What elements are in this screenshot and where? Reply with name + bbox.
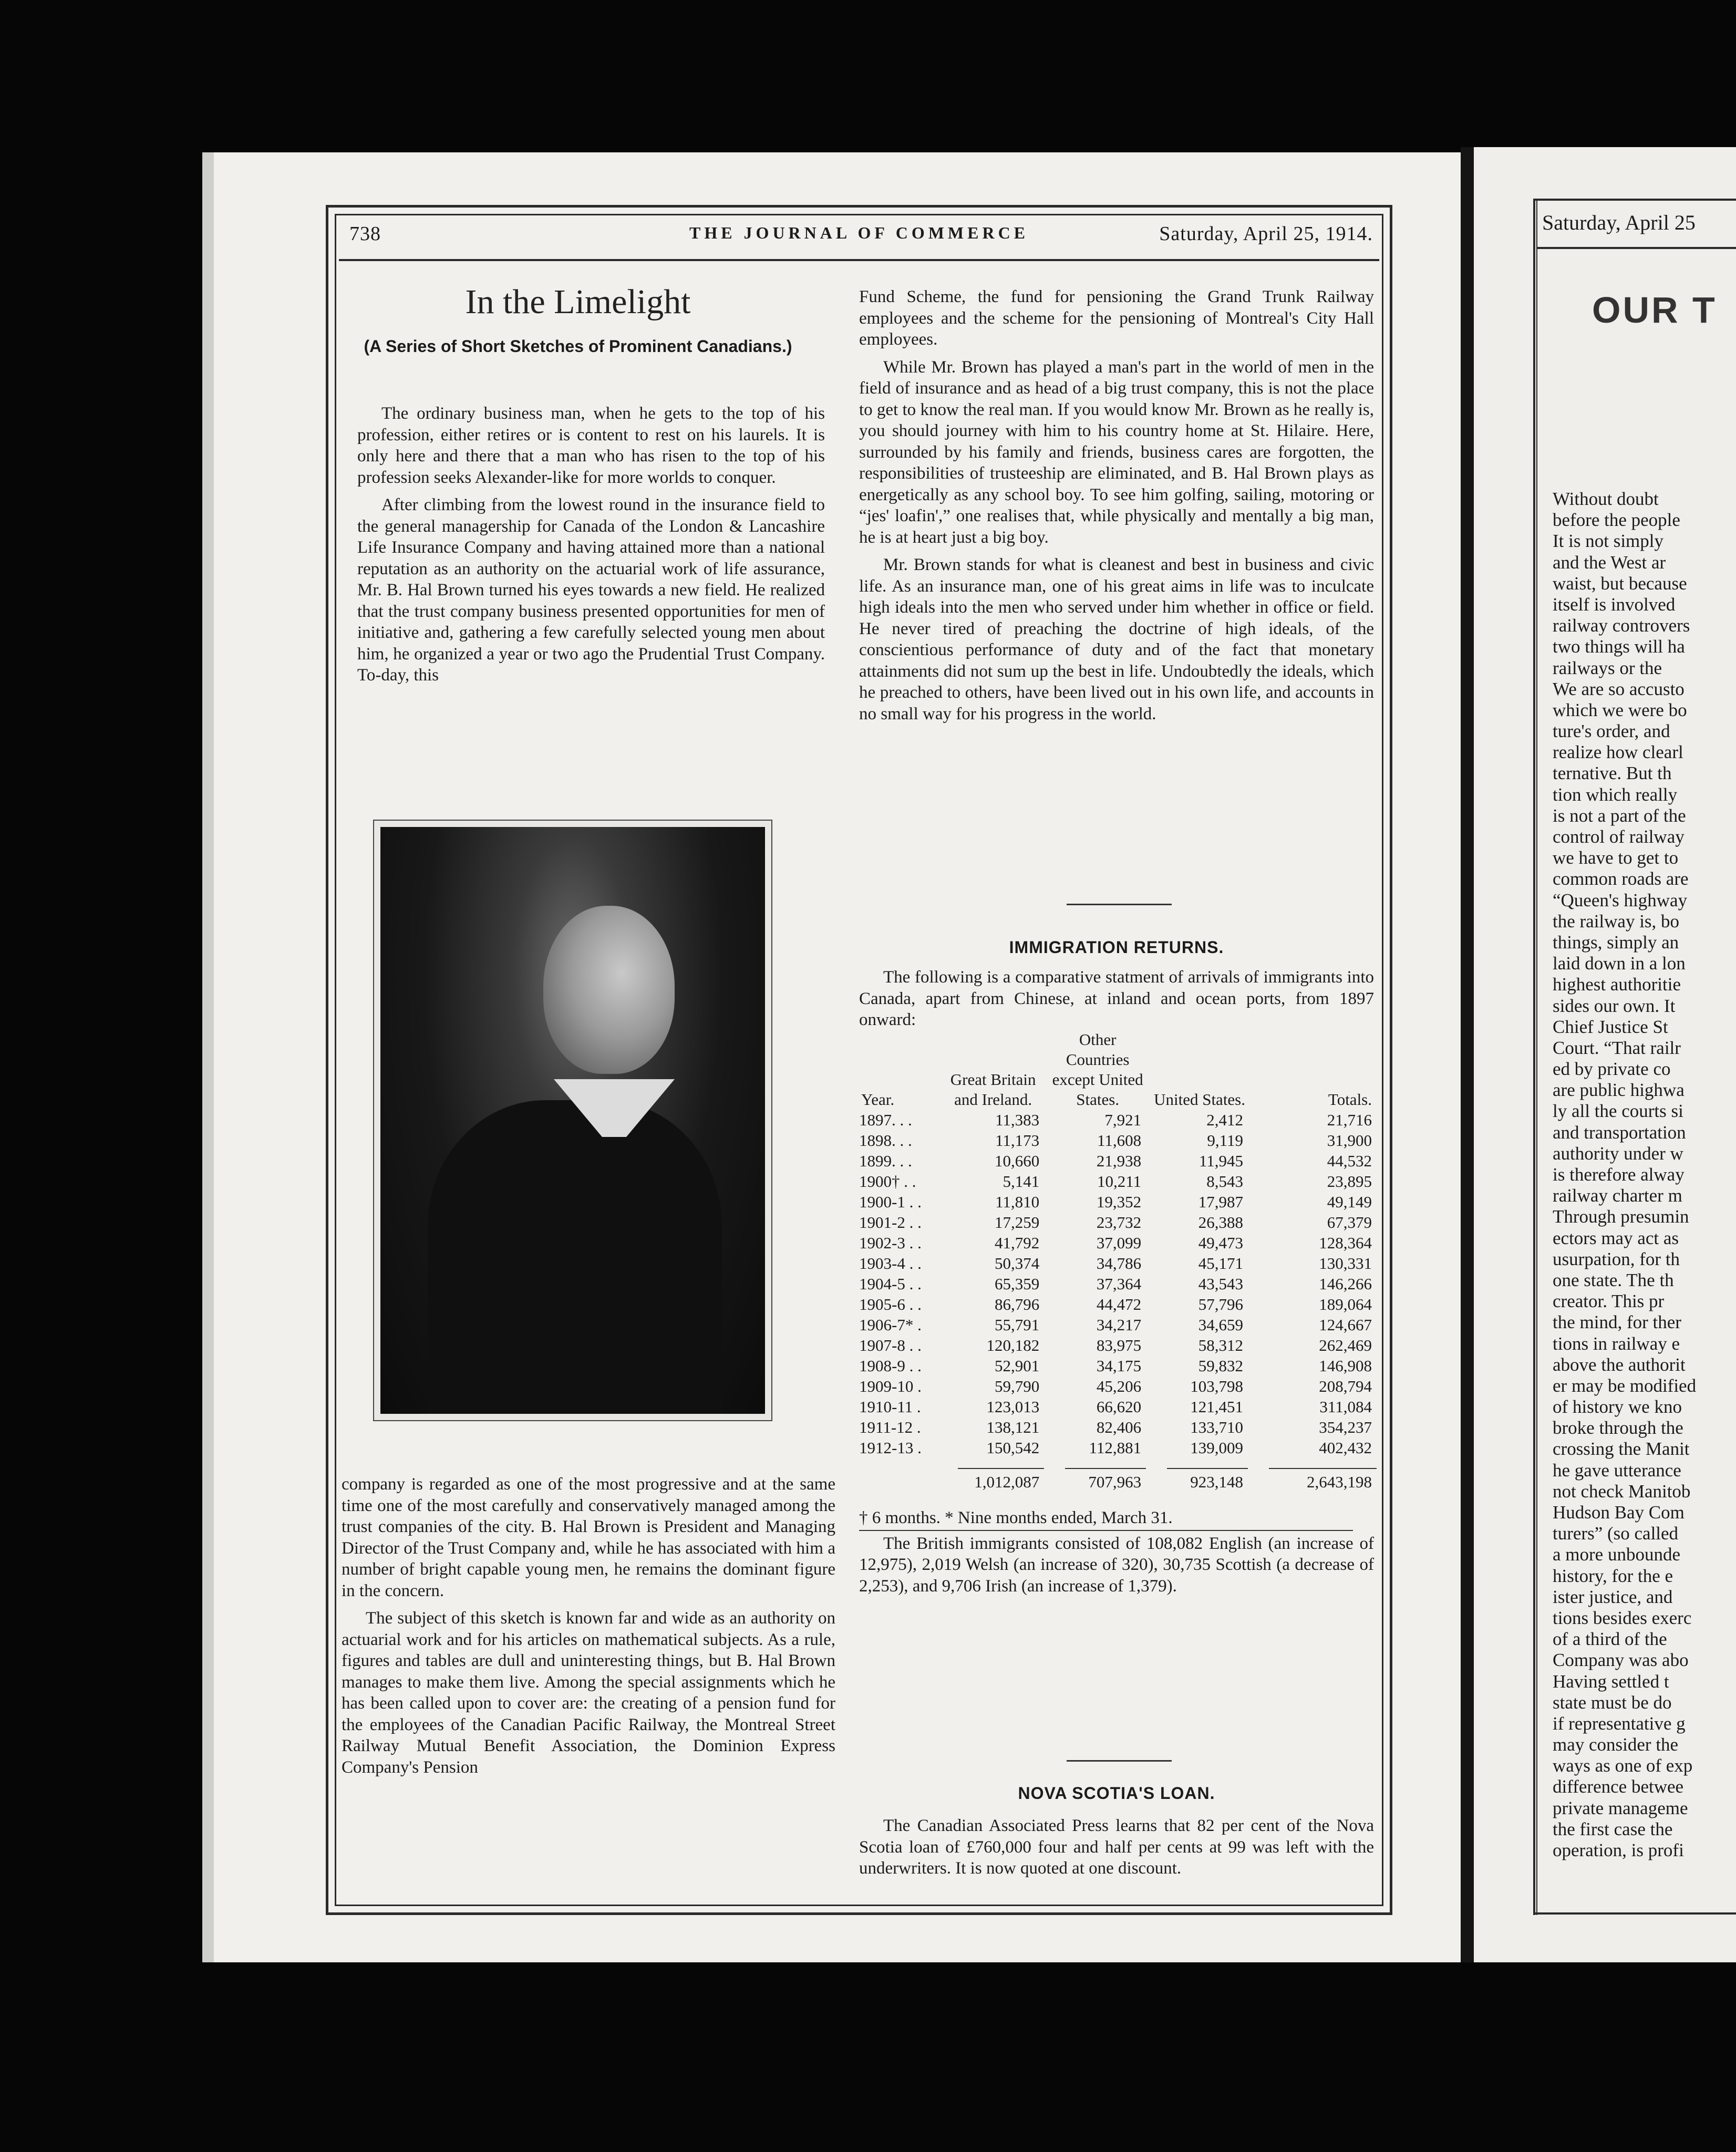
cell-united-states: 49,473 bbox=[1198, 1234, 1243, 1252]
nova-scotia-article bbox=[859, 1815, 1374, 1879]
table-row bbox=[859, 1253, 1379, 1274]
paragraph: Fund Scheme, the fund for pensioning the Grand Trunk Railway employees and the scheme for the pensioning of Montreal's City Hall employees. bbox=[859, 287, 1374, 349]
section-divider bbox=[1067, 1760, 1172, 1762]
paragraph: The Canadian Associated Press learns that 82 per cent of the Nova Scotia loan of £760,000 four and half per cents at 99 was left with the underwriters. It is now quoted at one discount. bbox=[859, 1816, 1374, 1878]
table-row bbox=[859, 1192, 1379, 1212]
section-divider bbox=[1067, 904, 1172, 905]
cell-united-states: 59,832 bbox=[1198, 1357, 1243, 1375]
table-row bbox=[859, 1151, 1379, 1171]
right-page-line: the railway is, bo bbox=[1553, 911, 1680, 932]
cell-total: 262,469 bbox=[1319, 1336, 1372, 1354]
right-page-line: broke through the bbox=[1553, 1418, 1683, 1439]
table-row bbox=[859, 1315, 1379, 1335]
cell-year: 1897. . . bbox=[859, 1111, 912, 1129]
page-number: 738 bbox=[349, 223, 381, 245]
journal-title: THE JOURNAL OF COMMERCE bbox=[689, 223, 1029, 242]
right-page-line: before the people bbox=[1553, 510, 1680, 531]
total-cell-united-states: 923,148 bbox=[1190, 1473, 1243, 1491]
cell-year: 1911-12 . bbox=[859, 1418, 921, 1436]
portrait-face bbox=[543, 906, 675, 1074]
running-header bbox=[339, 217, 1379, 254]
right-page-line: ternative. But th bbox=[1553, 763, 1672, 784]
cell-great-britain: 17,259 bbox=[994, 1213, 1040, 1232]
right-page-line: Court. “That railr bbox=[1553, 1037, 1681, 1058]
cell-united-states: 45,171 bbox=[1198, 1254, 1243, 1272]
table-row bbox=[859, 1417, 1379, 1437]
table-footnote: † 6 months. * Nine months ended, March 31. bbox=[859, 1508, 1173, 1527]
total-cell-other-countries: 707,963 bbox=[1088, 1473, 1142, 1491]
cell-total: 128,364 bbox=[1319, 1234, 1372, 1252]
cell-great-britain: 65,359 bbox=[994, 1275, 1040, 1293]
right-page-line: railway charter m bbox=[1553, 1185, 1682, 1206]
cell-year: 1899. . . bbox=[859, 1152, 912, 1170]
cell-other-countries: 83,975 bbox=[1096, 1336, 1142, 1354]
cell-great-britain: 120,182 bbox=[986, 1336, 1040, 1354]
right-page-line: laid down in a lon bbox=[1553, 953, 1686, 974]
right-page-column bbox=[1553, 489, 1736, 1861]
right-header-rule bbox=[1537, 247, 1736, 249]
cell-other-countries: 34,175 bbox=[1096, 1357, 1142, 1375]
cell-united-states: 9,119 bbox=[1207, 1131, 1243, 1150]
cell-other-countries: 7,921 bbox=[1104, 1111, 1142, 1129]
right-page-text-clip bbox=[1553, 489, 1736, 1907]
right-page-line: the mind, for ther bbox=[1553, 1312, 1681, 1333]
right-page-line: tions besides exerc bbox=[1553, 1607, 1692, 1628]
right-page-line: usurpation, for th bbox=[1553, 1248, 1680, 1269]
right-page-line: Without doubt bbox=[1553, 489, 1659, 509]
cell-year: 1904-5 . . bbox=[859, 1275, 922, 1293]
cell-year: 1903-4 . . bbox=[859, 1254, 922, 1272]
article-column-2 bbox=[859, 286, 1374, 725]
table-row bbox=[859, 1335, 1379, 1356]
right-page-line: state must be do bbox=[1553, 1692, 1672, 1713]
cell-other-countries: 19,352 bbox=[1096, 1193, 1142, 1211]
right-page-line: if representative g bbox=[1553, 1713, 1686, 1734]
right-page-line: tions in railway e bbox=[1553, 1333, 1680, 1354]
cell-other-countries: 37,364 bbox=[1096, 1275, 1142, 1293]
right-page-line: not check Manitob bbox=[1553, 1481, 1691, 1502]
cell-united-states: 103,798 bbox=[1190, 1377, 1243, 1395]
right-page-line: ways as one of exp bbox=[1553, 1755, 1693, 1776]
cell-great-britain: 59,790 bbox=[994, 1377, 1040, 1395]
right-page-line: and the West ar bbox=[1553, 552, 1666, 573]
right-page-line: we have to get to bbox=[1553, 847, 1679, 868]
portrait-photo bbox=[373, 820, 772, 1421]
cell-year: 1908-9 . . bbox=[859, 1357, 922, 1375]
table-row bbox=[859, 1274, 1379, 1294]
cell-united-states: 2,412 bbox=[1206, 1111, 1243, 1129]
cell-united-states: 58,312 bbox=[1198, 1336, 1243, 1354]
cell-total: 23,895 bbox=[1327, 1172, 1372, 1191]
cell-total: 146,908 bbox=[1319, 1357, 1372, 1375]
cell-total: 44,532 bbox=[1327, 1152, 1372, 1170]
right-page-header: Saturday, April 25 bbox=[1542, 211, 1696, 234]
cell-united-states: 17,987 bbox=[1198, 1193, 1243, 1211]
total-rule bbox=[958, 1468, 1044, 1469]
right-page-line: waist, but because bbox=[1553, 573, 1687, 594]
right-page-line: highest authoritie bbox=[1553, 974, 1681, 995]
cell-total: 146,266 bbox=[1319, 1275, 1372, 1293]
right-page-line: itself is involved bbox=[1553, 594, 1676, 615]
right-page-line: Through presumin bbox=[1553, 1206, 1689, 1227]
article-column-1-top bbox=[357, 403, 825, 686]
total-cell-year bbox=[859, 1458, 939, 1492]
cell-great-britain: 10,660 bbox=[994, 1152, 1040, 1170]
table-row bbox=[859, 1171, 1379, 1192]
right-page-line: It is not simply bbox=[1553, 531, 1663, 552]
table-row bbox=[859, 1110, 1379, 1130]
cell-great-britain: 86,796 bbox=[994, 1295, 1040, 1313]
cell-year: 1905-6 . . bbox=[859, 1295, 922, 1313]
cell-year: 1910-11 . bbox=[859, 1398, 921, 1416]
cell-total: 124,667 bbox=[1319, 1316, 1372, 1334]
right-page-line: the first case the bbox=[1553, 1818, 1673, 1839]
right-page-line: two things will ha bbox=[1553, 636, 1685, 657]
right-page-line: railway controvers bbox=[1553, 615, 1690, 636]
cell-other-countries: 21,938 bbox=[1096, 1152, 1142, 1170]
cell-united-states: 121,451 bbox=[1190, 1398, 1243, 1416]
cell-other-countries: 37,099 bbox=[1096, 1234, 1142, 1252]
immigration-heading: IMMIGRATION RETURNS. bbox=[1009, 938, 1224, 957]
totals-row bbox=[859, 1458, 1379, 1492]
right-page-line: may consider the bbox=[1553, 1734, 1679, 1755]
nova-scotia-heading: NOVA SCOTIA'S LOAN. bbox=[1018, 1784, 1215, 1803]
cell-total: 208,794 bbox=[1319, 1377, 1372, 1395]
right-page-line: er may be modified bbox=[1553, 1375, 1697, 1396]
right-frame-left bbox=[1533, 200, 1537, 1915]
cell-united-states: 8,543 bbox=[1206, 1172, 1243, 1191]
col-great-britain: Great Britain and Ireland. bbox=[950, 1070, 1036, 1109]
cell-year: 1907-8 . . bbox=[859, 1336, 922, 1354]
paragraph: The ordinary business man, when he gets to the top of his profession, either retires or is content to rest on his laurels. It is only here and there that a man who has risen to the top of his profession seeks Alexander-like for more worlds to conquer. bbox=[357, 404, 825, 487]
cell-other-countries: 45,206 bbox=[1096, 1377, 1142, 1395]
right-page-line: is therefore alway bbox=[1553, 1164, 1685, 1185]
cell-other-countries: 11,608 bbox=[1097, 1131, 1142, 1150]
page-gutter bbox=[1461, 147, 1474, 1962]
paragraph: The subject of this sketch is known far and wide as an authority on actuarial work and for his articles on mathematical subjects. As a rule, figures and tables are dull and uninteresting things, but B. Hal Brown manages to make them live. Among the special assignments which he has been called upon to cover are: the creating of a pension fund for the employees of the Canadian Pacific Railway, the Montreal Street Railway Mutual Benefit Association, the Dominion Express Company's Pension bbox=[342, 1609, 835, 1777]
cell-total: 31,900 bbox=[1327, 1131, 1372, 1150]
cell-total: 189,064 bbox=[1319, 1295, 1372, 1313]
right-page-line: of history we kno bbox=[1553, 1396, 1682, 1418]
col-year: Year. bbox=[861, 1090, 895, 1109]
cell-year: 1898. . . bbox=[859, 1131, 912, 1150]
total-cell-great-britain: 1,012,087 bbox=[974, 1473, 1040, 1491]
right-page-line: ister justice, and bbox=[1553, 1586, 1673, 1607]
issue-date: Saturday, April 25, 1914. bbox=[1159, 223, 1373, 245]
cell-year: 1900† . . bbox=[859, 1172, 916, 1191]
total-rule bbox=[1269, 1468, 1377, 1469]
cell-united-states: 26,388 bbox=[1198, 1213, 1243, 1232]
table-row bbox=[859, 1233, 1379, 1253]
cell-other-countries: 34,786 bbox=[1096, 1254, 1142, 1272]
cell-great-britain: 150,542 bbox=[986, 1439, 1040, 1457]
right-page-line: a more unbounde bbox=[1553, 1544, 1680, 1565]
right-page-line: ectors may act as bbox=[1553, 1227, 1679, 1248]
cell-united-states: 139,009 bbox=[1190, 1439, 1243, 1457]
paragraph: While Mr. Brown has played a man's part in the world of men in the field of insurance and as head of a big trust company, this is not the place to get to know the real man. If you would know Mr. Brown as he really is, you should journey with him to his country home at St. Hilaire. Here, surrounded by his family and friends, business cares are forgotten, the responsibilities of trusteeship are eliminated, and B. Hal Brown plays as energetically as any school boy. To see him golfing, sailing, motoring or “jes' loafin',” one realises that, while physically and mentally a big man, he is at heart just a big boy. bbox=[859, 357, 1374, 547]
cell-year: 1902-3 . . bbox=[859, 1234, 922, 1252]
paragraph: Mr. Brown stands for what is cleanest and best in business and civic life. As an insurance man, one of his great aims in life was to inculcate high ideals into the men who served under him whether in office or field. He never tired of preaching the doctrine of high ideals, of the conscientious performance of duty and of the fact that monetary attainments did not sum up the best in life. Undoubtedly the ideals, which he preached to others, have been lived out in his own life, and accounts in no small way for his progress in the world. bbox=[859, 555, 1374, 723]
cell-year: 1900-1 . . bbox=[859, 1193, 922, 1211]
total-rule bbox=[1065, 1468, 1146, 1469]
right-page-line: common roads are bbox=[1553, 868, 1689, 889]
right-page-line: above the authorit bbox=[1553, 1354, 1686, 1375]
table-body bbox=[859, 1110, 1379, 1492]
cell-united-states: 34,659 bbox=[1198, 1316, 1243, 1334]
right-page-line: realize how clearl bbox=[1553, 742, 1683, 763]
article-subtitle: (A Series of Short Sketches of Prominent Canadians.) bbox=[364, 337, 792, 356]
article-title: In the Limelight bbox=[465, 283, 691, 321]
immigration-intro bbox=[859, 967, 1374, 1031]
right-page-line: private manageme bbox=[1553, 1797, 1688, 1818]
paragraph: After climbing from the lowest round in the insurance field to the general managership for Canada of the London & Lancashire Life Insurance Company and having attained more than a national reputation as an authority on the actuarial work of life assurance, Mr. B. Hal Brown turned his eyes towards a new field. He realized that the trust company business presented opportunities for men of initiative and, gathering a few carefully selected young men about him, he organized a year or two ago the Prudential Trust Company. To-day, this bbox=[357, 495, 825, 685]
right-frame-bottom bbox=[1533, 1912, 1736, 1915]
right-page-line: things, simply an bbox=[1553, 932, 1679, 953]
total-rule bbox=[1167, 1468, 1248, 1469]
right-page-line: Hudson Bay Com bbox=[1553, 1502, 1685, 1523]
cell-united-states: 133,710 bbox=[1190, 1418, 1243, 1436]
right-page-line: and transportation bbox=[1553, 1122, 1686, 1143]
cell-great-britain: 11,810 bbox=[995, 1193, 1040, 1211]
right-page-line: one state. The th bbox=[1553, 1269, 1674, 1290]
right-page-line: operation, is profi bbox=[1553, 1840, 1684, 1860]
cell-year: 1912-13 . bbox=[859, 1439, 922, 1457]
paragraph: company is regarded as one of the most progressive and at the same time one of the most carefully and conservatively managed among the trust companies of the city. B. Hal Brown is President and Managing Director of the Trust Company and, while he has associated with him a number of bright capable young men, he remains the dominant figure in the concern. bbox=[342, 1475, 835, 1600]
right-page-line: is not a part of the bbox=[1553, 805, 1686, 826]
col-united-states: United States. bbox=[1154, 1090, 1245, 1109]
cell-other-countries: 44,472 bbox=[1096, 1295, 1142, 1313]
cell-great-britain: 11,383 bbox=[995, 1111, 1040, 1129]
article-column-1-bottom bbox=[342, 1474, 835, 1778]
immigration-notes bbox=[859, 1507, 1374, 1597]
page-frame bbox=[326, 205, 1392, 1915]
table-row bbox=[859, 1437, 1379, 1458]
cell-total: 49,149 bbox=[1327, 1193, 1372, 1211]
cell-united-states: 43,543 bbox=[1198, 1275, 1243, 1293]
right-page-line: Chief Justice St bbox=[1553, 1016, 1668, 1037]
right-page-line: creator. This pr bbox=[1553, 1291, 1665, 1312]
right-page-line: ed by private co bbox=[1553, 1059, 1671, 1080]
cell-total: 130,331 bbox=[1319, 1254, 1372, 1272]
cell-united-states: 57,796 bbox=[1198, 1295, 1243, 1313]
immigration-table bbox=[859, 1030, 1379, 1492]
cell-total: 67,379 bbox=[1327, 1213, 1372, 1232]
cell-year: 1909-10 . bbox=[859, 1377, 922, 1395]
cell-other-countries: 23,732 bbox=[1096, 1213, 1142, 1232]
right-page-line: turers” (so called bbox=[1553, 1523, 1679, 1544]
right-page-line: ture's order, and bbox=[1553, 721, 1670, 742]
cell-year: 1906-7* . bbox=[859, 1316, 922, 1334]
right-page-line: crossing the Manit bbox=[1553, 1439, 1690, 1460]
table-header-row bbox=[859, 1030, 1379, 1110]
col-other-countries: Other Countries except United States. bbox=[1052, 1030, 1143, 1109]
cell-united-states: 11,945 bbox=[1198, 1152, 1243, 1170]
cell-total: 311,084 bbox=[1319, 1398, 1372, 1416]
right-page-line: We are so accusto bbox=[1553, 678, 1685, 699]
table-row bbox=[859, 1294, 1379, 1315]
right-page-line: “Queen's highway bbox=[1553, 889, 1688, 911]
table-row bbox=[859, 1396, 1379, 1417]
right-page-title: OUR T bbox=[1592, 289, 1717, 330]
table-row bbox=[859, 1212, 1379, 1233]
total-cell-total: 2,643,198 bbox=[1307, 1473, 1372, 1491]
table-row bbox=[859, 1130, 1379, 1151]
table-row bbox=[859, 1376, 1379, 1396]
cell-great-britain: 55,791 bbox=[994, 1316, 1040, 1334]
header-rule bbox=[339, 259, 1379, 261]
right-page-line: sides our own. It bbox=[1553, 995, 1676, 1016]
right-page-line: ly all the courts si bbox=[1553, 1101, 1683, 1122]
cell-total: 354,237 bbox=[1319, 1418, 1372, 1436]
cell-other-countries: 112,881 bbox=[1089, 1439, 1142, 1457]
right-page-line: control of railway bbox=[1553, 826, 1685, 847]
cell-other-countries: 82,406 bbox=[1096, 1418, 1142, 1436]
footnote-rule bbox=[859, 1530, 1353, 1531]
right-page-line: railways or the bbox=[1553, 657, 1662, 678]
cell-great-britain: 138,121 bbox=[986, 1418, 1040, 1436]
right-page-line: of a third of the bbox=[1553, 1629, 1667, 1650]
cell-year: 1901-2 . . bbox=[859, 1213, 922, 1232]
portrait-image bbox=[380, 827, 765, 1414]
table-row bbox=[859, 1356, 1379, 1376]
cell-great-britain: 41,792 bbox=[994, 1234, 1040, 1252]
cell-great-britain: 5,141 bbox=[1003, 1172, 1040, 1191]
col-totals: Totals. bbox=[1328, 1090, 1372, 1109]
right-page-line: tion which really bbox=[1553, 784, 1678, 805]
right-page-line: Company was abo bbox=[1553, 1650, 1689, 1671]
paragraph: The British immigrants consisted of 108,082 English (an increase of 12,975), 2,019 Welsh (an increase of 320), 30,735 Scottish (a decrease of 2,253), and 9,706 Irish (an increase of 1,379). bbox=[859, 1534, 1374, 1596]
right-page-line: are public highwa bbox=[1553, 1080, 1685, 1101]
right-page-line: which we were bo bbox=[1553, 699, 1687, 720]
right-page-line: authority under w bbox=[1553, 1143, 1683, 1164]
cell-great-britain: 123,013 bbox=[986, 1398, 1040, 1416]
cell-total: 402,432 bbox=[1319, 1439, 1372, 1457]
paragraph: The following is a comparative statment of arrivals of immigrants into Canada, apart from Chinese, at inland and ocean ports, from 1897 onward: bbox=[859, 968, 1374, 1029]
cell-other-countries: 66,620 bbox=[1096, 1398, 1142, 1416]
portrait-coat bbox=[428, 1100, 722, 1414]
right-page-line: history, for the e bbox=[1553, 1565, 1673, 1586]
right-frame-top bbox=[1533, 199, 1736, 201]
cell-other-countries: 34,217 bbox=[1096, 1316, 1142, 1334]
right-page-line: he gave utterance bbox=[1553, 1460, 1681, 1481]
cell-great-britain: 50,374 bbox=[994, 1254, 1040, 1272]
right-page-line: difference betwee bbox=[1553, 1776, 1684, 1797]
right-page-line: Having settled t bbox=[1553, 1671, 1669, 1692]
cell-great-britain: 52,901 bbox=[994, 1357, 1040, 1375]
cell-great-britain: 11,173 bbox=[995, 1131, 1040, 1150]
cell-other-countries: 10,211 bbox=[1097, 1172, 1142, 1191]
cell-total: 21,716 bbox=[1327, 1111, 1372, 1129]
